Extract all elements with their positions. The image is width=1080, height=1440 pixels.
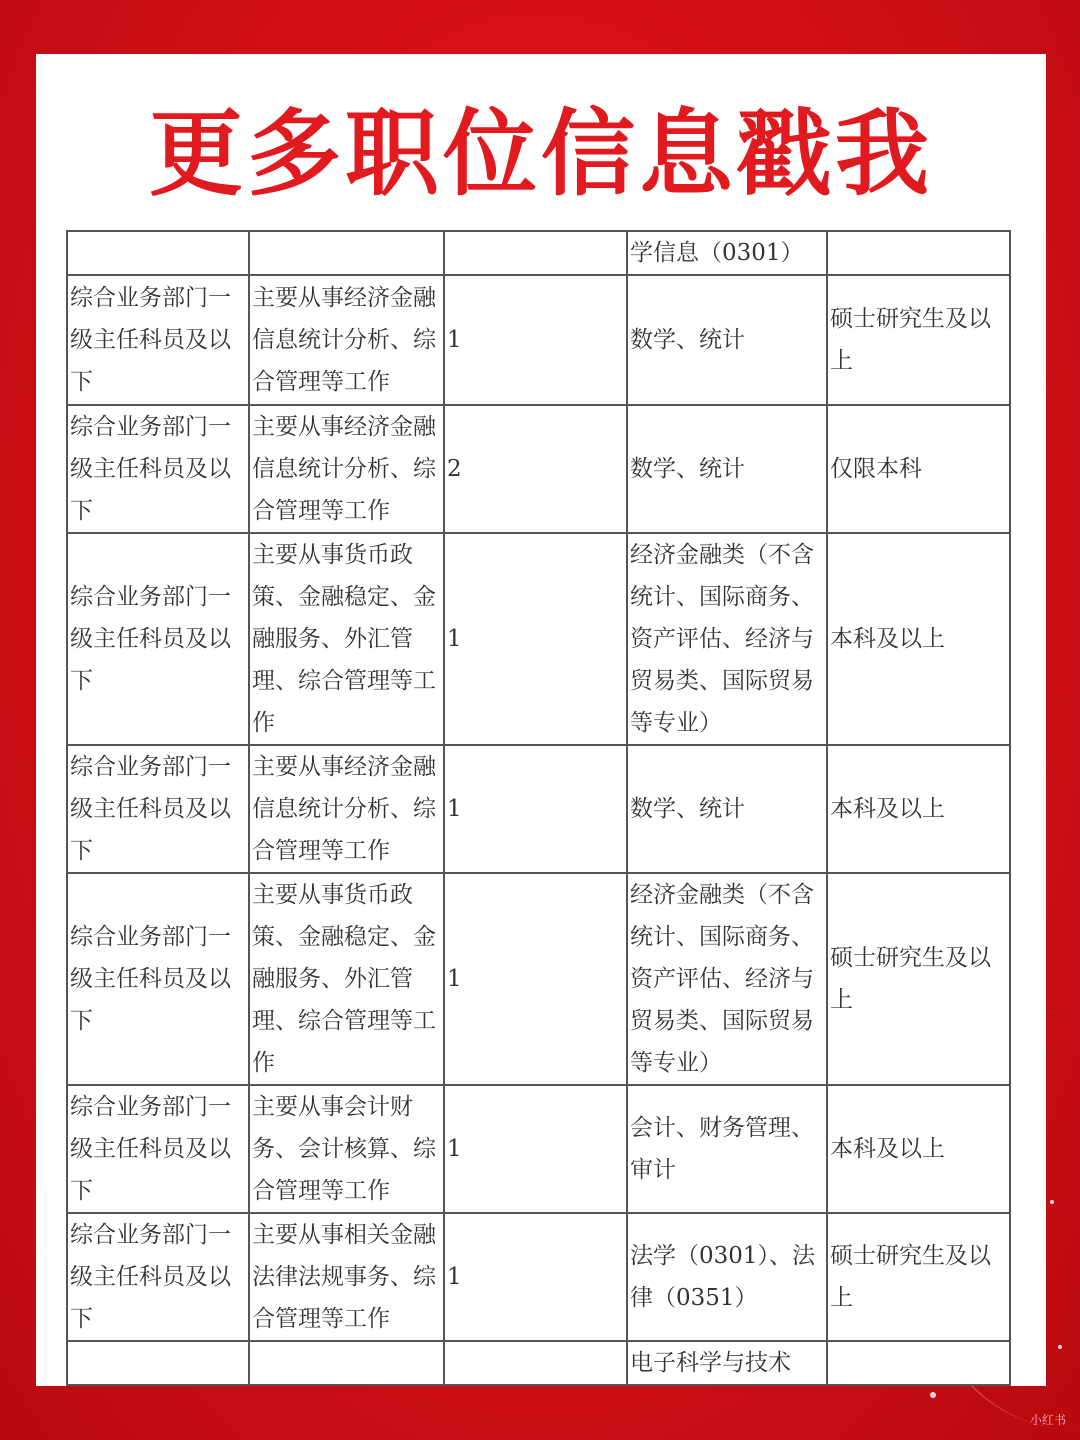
table-cell-position: 综合业务部门一级主任科员及以下: [67, 745, 249, 873]
table-cell-education: 硕士研究生及以上: [827, 873, 1010, 1085]
table-row-cut-bottom: [67, 1341, 1010, 1385]
table-row: [67, 405, 1010, 533]
table-cell-major: 数学、统计: [627, 275, 827, 405]
table-cell-major: 数学、统计: [627, 745, 827, 873]
table-cell: [67, 231, 249, 275]
watermark-text: 小红书: [1029, 1413, 1066, 1427]
table-cell-major: 数学、统计: [627, 405, 827, 533]
table-cell-count: 2: [444, 405, 627, 533]
table-cell: [444, 231, 627, 275]
table-cell: 电子科学与技术: [627, 1341, 827, 1385]
table-cell-count: 1: [444, 873, 627, 1085]
table-cell-count: 1: [444, 275, 627, 405]
table-cell-position: 综合业务部门一级主任科员及以下: [67, 873, 249, 1085]
table-cell-count: 1: [444, 1085, 627, 1213]
table-cell-position: 综合业务部门一级主任科员及以下: [67, 405, 249, 533]
table-cell: [444, 1341, 627, 1385]
table-cell-count: 1: [444, 745, 627, 873]
table-row-cut-top: [67, 231, 1010, 275]
table-cell: [827, 1341, 1010, 1385]
table-cell-duties: 主要从事货币政策、金融稳定、金融服务、外汇管理、综合管理等工作: [249, 533, 444, 745]
table-cell-duties: 主要从事经济金融信息统计分析、综合管理等工作: [249, 405, 444, 533]
table-cell-education: 硕士研究生及以上: [827, 275, 1010, 405]
table-cell-education: 硕士研究生及以上: [827, 1213, 1010, 1341]
table-cell: [67, 1341, 249, 1385]
table-row: [67, 1085, 1010, 1213]
table-cell: 学信息（0301）: [627, 231, 827, 275]
table-cell-duties: 主要从事相关金融法律法规事务、综合管理等工作: [249, 1213, 444, 1341]
table-row: [67, 1213, 1010, 1341]
table-cell-major: 经济金融类（不含统计、国际商务、资产评估、经济与贸易类、国际贸易等专业）: [627, 533, 827, 745]
table-cell-position: 综合业务部门一级主任科员及以下: [67, 533, 249, 745]
table-cell-major: 经济金融类（不含统计、国际商务、资产评估、经济与贸易类、国际贸易等专业）: [627, 873, 827, 1085]
table-cell-count: 1: [444, 533, 627, 745]
table-cell-education: 本科及以上: [827, 1085, 1010, 1213]
table-cell-duties: 主要从事会计财务、会计核算、综合管理等工作: [249, 1085, 444, 1213]
table-cell-major: 会计、财务管理、审计: [627, 1085, 827, 1213]
table-cell-education: 本科及以上: [827, 533, 1010, 745]
table-cell-education: 仅限本科: [827, 405, 1010, 533]
table-cell-education: 本科及以上: [827, 745, 1010, 873]
table-row: [67, 745, 1010, 873]
table-cell: [249, 1341, 444, 1385]
sparkle: [930, 1392, 936, 1398]
jobs-table: [66, 230, 1011, 1386]
table-cell: [827, 231, 1010, 275]
table-cell-duties: 主要从事货币政策、金融稳定、金融服务、外汇管理、综合管理等工作: [249, 873, 444, 1085]
table-cell-position: 综合业务部门一级主任科员及以下: [67, 1085, 249, 1213]
table-row: [67, 873, 1010, 1085]
table-cell-position: 综合业务部门一级主任科员及以下: [67, 1213, 249, 1341]
table-row: [67, 533, 1010, 745]
table-cell-major: 法学（0301）、法律（0351）: [627, 1213, 827, 1341]
table-row: [67, 275, 1010, 405]
content-card: [36, 54, 1046, 1386]
table-cell-count: 1: [444, 1213, 627, 1341]
table-cell-duties: 主要从事经济金融信息统计分析、综合管理等工作: [249, 745, 444, 873]
table-cell-position: 综合业务部门一级主任科员及以下: [67, 275, 249, 405]
table-cell: [249, 231, 444, 275]
page-title[interactable]: 更多职位信息戳我: [148, 100, 933, 209]
table-cell-duties: 主要从事经济金融信息统计分析、综合管理等工作: [249, 275, 444, 405]
